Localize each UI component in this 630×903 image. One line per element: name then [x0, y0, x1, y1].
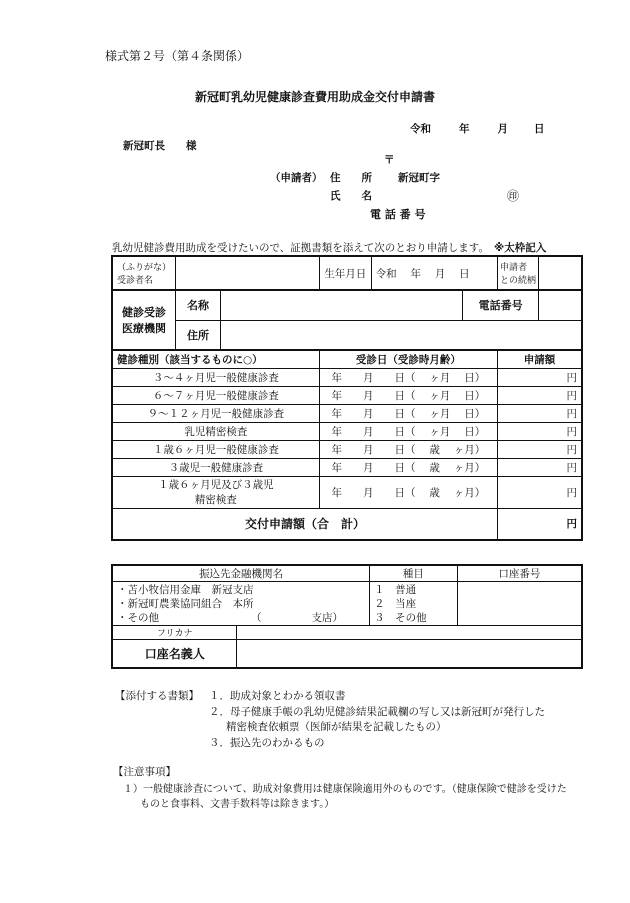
attachments-label: 【添付する書類】	[115, 690, 199, 702]
bank-option-other[interactable]: ・その他 （ 支店）	[117, 611, 343, 624]
holder-furigana-field[interactable]	[237, 626, 582, 640]
intro-text: 乳幼児健診費用助成を受けたいので、証拠書類を添えて次のとおり申請します。	[112, 242, 489, 254]
exam-date: 年 月 日（ ヶ月 日）	[319, 422, 497, 440]
exam-date: 年 月 日（ 歳 ヶ月）	[319, 458, 497, 476]
total-label: 交付申請額（合 計）	[112, 508, 497, 540]
address-value: 新冠町字	[398, 172, 440, 184]
total-amount[interactable]: 円	[497, 508, 582, 540]
exam-type: ３歳児一般健康診査	[112, 458, 319, 476]
note-item: １）一般健康診査について、助成対象費用は健康保険適用外のものです。（健康保険で健診を受けた	[123, 784, 567, 795]
exam-type: 乳児精密検査	[112, 422, 319, 440]
bank-option[interactable]: ・苫小牧信用金庫 新冠支店	[117, 583, 254, 596]
exam-date: 年 月 日（ ヶ月 日）	[319, 368, 497, 386]
seal-mark: ㊞	[507, 189, 520, 203]
birth-value: 令和 年 月 日	[371, 256, 497, 290]
account-header: 口座番号	[457, 565, 582, 582]
exam-date: 年 月 日（ ヶ月 日）	[319, 404, 497, 422]
bank-header: 振込先金融機関名	[112, 565, 370, 582]
form-number: 様式第２号（第４条関係）	[105, 49, 250, 63]
holder-furigana-label: フリカナ	[112, 626, 237, 640]
note-item: ものと食事料、文書手数料等は除きます。）	[140, 799, 335, 810]
address-label: 住 所	[330, 172, 372, 184]
type-options	[370, 582, 458, 626]
exam-amount[interactable]: 円	[497, 458, 582, 476]
institution-name-field[interactable]	[221, 290, 463, 320]
exam-row	[112, 458, 582, 476]
bank-options	[112, 582, 370, 626]
attachment-item: 精密検査依頼票（医師が結果を記載したもの）	[226, 721, 447, 733]
type-option[interactable]: １ 普通	[374, 583, 417, 596]
applicant-label: （申請者）	[270, 172, 323, 184]
birth-label: 生年月日	[319, 256, 371, 290]
type-option[interactable]: ３ その他	[374, 611, 427, 624]
date-line: 令和 年 月 日	[410, 123, 545, 135]
addressee: 新冠町長 様	[123, 140, 197, 152]
exam-type: １歳６ヶ月児及び３歳児 精密検査	[112, 476, 319, 508]
exam-amount[interactable]: 円	[497, 476, 582, 508]
attachment-item: ２．母子健康手帳の乳幼児健診結果記載欄の写し又は新冠町が発行した	[209, 706, 545, 718]
exam-row	[112, 476, 582, 508]
exam-type: ６～７ヶ月児一般健康診査	[112, 386, 319, 404]
attachment-item: １．助成対象とわかる領収書	[209, 690, 346, 702]
exam-amount[interactable]: 円	[497, 368, 582, 386]
exam-row	[112, 386, 582, 404]
exam-row	[112, 422, 582, 440]
exam-amount[interactable]: 円	[497, 404, 582, 422]
institution-label: 健診受診 医療機関	[112, 290, 176, 350]
application-table	[111, 255, 583, 541]
exam-row	[112, 440, 582, 458]
notes-label: 【注意事項】	[113, 766, 176, 778]
exam-amount[interactable]: 円	[497, 440, 582, 458]
holder-label: 口座名義人	[112, 640, 237, 668]
recipient-name-label: （ふりがな） 受診者名	[112, 256, 176, 290]
recipient-name-field[interactable]	[176, 256, 320, 290]
account-number-field[interactable]	[457, 582, 582, 626]
type-option[interactable]: ２ 当座	[374, 597, 417, 610]
exam-type: ９～１２ヶ月児一般健康診査	[112, 404, 319, 422]
exam-amount[interactable]: 円	[497, 422, 582, 440]
bank-option[interactable]: ・新冠町農業協同組合 本所	[117, 597, 254, 610]
institution-address-label: 住所	[176, 320, 221, 350]
exam-amount[interactable]: 円	[497, 386, 582, 404]
exam-type: １歳６ヶ月児一般健康診査	[112, 440, 319, 458]
exam-date: 年 月 日（ 歳 ヶ月）	[319, 476, 497, 508]
exam-header-type: 健診種別（該当するものに○）	[112, 350, 319, 368]
postal-mark: 〒	[384, 154, 395, 166]
attachment-item: ３．振込先のわかるもの	[209, 737, 325, 749]
relation-label: 申請者 との続柄	[497, 256, 538, 290]
exam-type: ３～４ヶ月児一般健康診査	[112, 368, 319, 386]
exam-header-amount: 申請額	[497, 350, 582, 368]
institution-phone-label: 電話番号	[463, 290, 539, 320]
institution-name-label: 名称	[176, 290, 221, 320]
exam-row	[112, 368, 582, 386]
institution-address-field[interactable]	[221, 320, 583, 350]
exam-date: 年 月 日（ ヶ月 日）	[319, 386, 497, 404]
exam-date: 年 月 日（ 歳 ヶ月）	[319, 440, 497, 458]
holder-field[interactable]	[237, 640, 582, 668]
exam-header-date: 受診日（受診時月齢）	[319, 350, 497, 368]
name-label: 氏 名	[330, 190, 372, 202]
exam-row	[112, 404, 582, 422]
relation-field[interactable]	[539, 256, 583, 290]
institution-phone-field[interactable]	[539, 290, 583, 320]
type-header: 種目	[370, 565, 458, 582]
page-title: 新冠町乳幼児健康診査費用助成金交付申請書	[194, 90, 435, 104]
phone-label: 電 話 番 号	[370, 208, 426, 221]
bank-table	[111, 564, 583, 669]
intro-note: ※太枠記入	[494, 242, 547, 254]
